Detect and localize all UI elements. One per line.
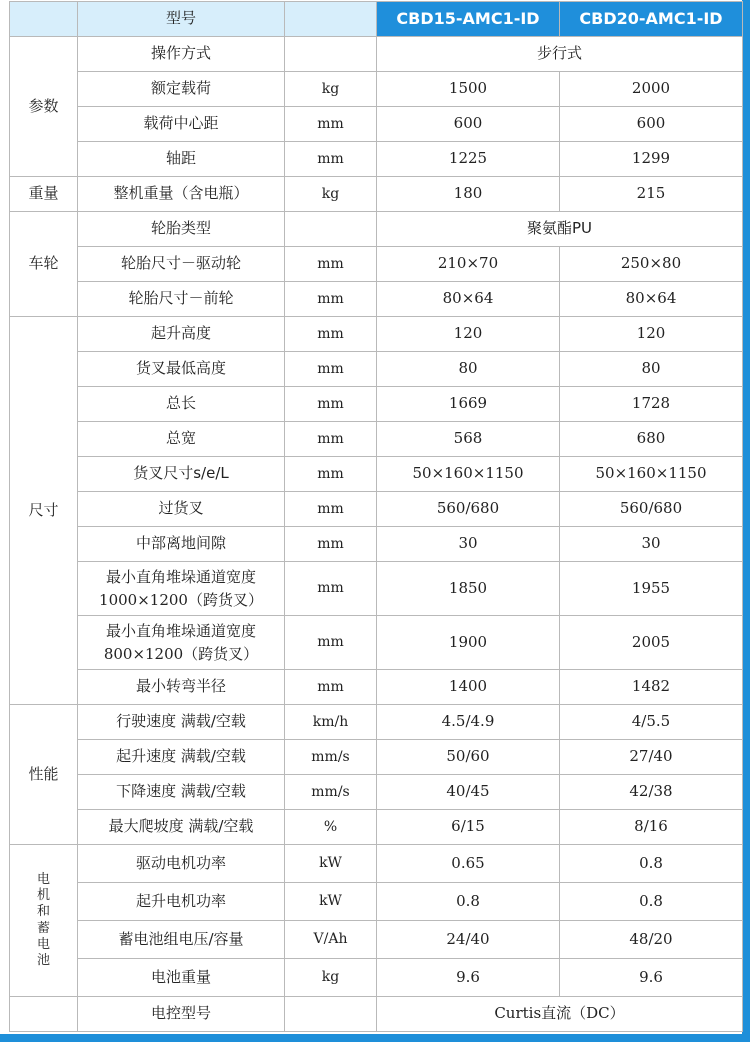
row-unit <box>285 997 377 1032</box>
row-value-2: 1728 <box>560 387 743 422</box>
table-row <box>10 616 743 670</box>
row-value-1: 568 <box>377 422 560 457</box>
row-unit: mm <box>285 527 377 562</box>
row-value-merged: 聚氨酯PU <box>377 212 743 247</box>
table-row <box>10 740 743 775</box>
row-label: 轮胎尺寸－驱动轮 <box>78 247 285 282</box>
row-value-1: 1500 <box>377 72 560 107</box>
row-label: 中部离地间隙 <box>78 527 285 562</box>
row-value-2: 8/16 <box>560 810 743 845</box>
table-row <box>10 72 743 107</box>
row-unit: mm/s <box>285 775 377 810</box>
row-unit: mm <box>285 387 377 422</box>
table-row <box>10 959 743 997</box>
row-value-2: 560/680 <box>560 492 743 527</box>
row-value-1: 24/40 <box>377 921 560 959</box>
category-wheels: 车轮 <box>10 212 78 317</box>
row-unit: mm/s <box>285 740 377 775</box>
row-value-2: 27/40 <box>560 740 743 775</box>
row-unit: V/Ah <box>285 921 377 959</box>
row-value-2: 0.8 <box>560 883 743 921</box>
row-value-1: 0.65 <box>377 845 560 883</box>
row-value-2: 215 <box>560 177 743 212</box>
row-value-2: 48/20 <box>560 921 743 959</box>
row-value-1: 120 <box>377 317 560 352</box>
row-label: 驱动电机功率 <box>78 845 285 883</box>
row-label-line1: 最小直角堆垛通道宽度 <box>105 622 256 640</box>
row-value-2: 120 <box>560 317 743 352</box>
row-value-1: 9.6 <box>377 959 560 997</box>
row-label: 最小转弯半径 <box>78 670 285 705</box>
row-unit: km/h <box>285 705 377 740</box>
row-value-2: 50×160×1150 <box>560 457 743 492</box>
row-value-1: 180 <box>377 177 560 212</box>
row-label: 下降速度 满载/空载 <box>78 775 285 810</box>
row-label: 起升高度 <box>78 317 285 352</box>
category-perf: 性能 <box>10 705 78 845</box>
row-value-1: 600 <box>377 107 560 142</box>
row-unit: mm <box>285 247 377 282</box>
row-label: 行驶速度 满载/空载 <box>78 705 285 740</box>
row-value-1: 6/15 <box>377 810 560 845</box>
row-unit: kW <box>285 883 377 921</box>
row-value-2: 30 <box>560 527 743 562</box>
row-label: 电控型号 <box>78 997 285 1032</box>
table-row <box>10 422 743 457</box>
row-value-merged: Curtis直流（DC） <box>377 997 743 1032</box>
table-row <box>10 921 743 959</box>
row-unit: mm <box>285 457 377 492</box>
table-row <box>10 527 743 562</box>
spec-table <box>9 1 743 1032</box>
row-label-two-line <box>78 562 285 616</box>
row-unit: mm <box>285 282 377 317</box>
table-row <box>10 492 743 527</box>
table-row <box>10 670 743 705</box>
row-value-1: 210×70 <box>377 247 560 282</box>
row-label: 额定载荷 <box>78 72 285 107</box>
row-value-2: 80×64 <box>560 282 743 317</box>
row-label: 总长 <box>78 387 285 422</box>
row-value-2: 1299 <box>560 142 743 177</box>
row-label: 整机重量（含电瓶） <box>78 177 285 212</box>
table-row <box>10 562 743 616</box>
row-unit: mm <box>285 107 377 142</box>
row-label: 最大爬坡度 满载/空载 <box>78 810 285 845</box>
table-row <box>10 845 743 883</box>
model-name-2: CBD20-AMC1-ID <box>560 2 743 37</box>
row-label: 起升速度 满载/空载 <box>78 740 285 775</box>
table-row <box>10 810 743 845</box>
row-unit: mm <box>285 352 377 387</box>
table-row <box>10 997 743 1032</box>
row-value-1: 4.5/4.9 <box>377 705 560 740</box>
table-row <box>10 457 743 492</box>
row-value-2: 42/38 <box>560 775 743 810</box>
row-value-1: 1225 <box>377 142 560 177</box>
row-unit <box>285 37 377 72</box>
row-unit: mm <box>285 422 377 457</box>
row-label: 总宽 <box>78 422 285 457</box>
row-value-1: 1900 <box>377 616 560 670</box>
category-dims: 尺寸 <box>10 317 78 705</box>
row-value-2: 1482 <box>560 670 743 705</box>
row-unit: mm <box>285 317 377 352</box>
row-value-1: 30 <box>377 527 560 562</box>
row-value-2: 80 <box>560 352 743 387</box>
category-params: 参数 <box>10 37 78 177</box>
category-weight: 重量 <box>10 177 78 212</box>
table-row <box>10 705 743 740</box>
category-motor-label: 电机和蓄电池 <box>36 871 50 968</box>
row-unit: kW <box>285 845 377 883</box>
model-label: 型号 <box>78 2 285 37</box>
row-unit: mm <box>285 142 377 177</box>
header-unit-blank <box>285 2 377 37</box>
row-value-1: 40/45 <box>377 775 560 810</box>
row-value-2: 2005 <box>560 616 743 670</box>
table-row <box>10 775 743 810</box>
row-unit: kg <box>285 959 377 997</box>
row-value-1: 1400 <box>377 670 560 705</box>
row-value-1: 80 <box>377 352 560 387</box>
row-value-2: 250×80 <box>560 247 743 282</box>
row-label: 轮胎尺寸－前轮 <box>78 282 285 317</box>
row-value-2: 680 <box>560 422 743 457</box>
row-value-2: 4/5.5 <box>560 705 743 740</box>
row-unit: kg <box>285 177 377 212</box>
table-row <box>10 37 743 72</box>
row-unit: mm <box>285 616 377 670</box>
row-label: 电池重量 <box>78 959 285 997</box>
category-motor <box>10 845 78 997</box>
row-label-two-line <box>78 616 285 670</box>
row-value-2: 0.8 <box>560 845 743 883</box>
row-unit: % <box>285 810 377 845</box>
row-label: 轴距 <box>78 142 285 177</box>
category-blank <box>10 997 78 1032</box>
row-unit <box>285 212 377 247</box>
table-row <box>10 317 743 352</box>
row-label: 货叉尺寸s/e/L <box>78 457 285 492</box>
table-row <box>10 212 743 247</box>
row-value-1: 80×64 <box>377 282 560 317</box>
row-unit: mm <box>285 492 377 527</box>
table-row <box>10 883 743 921</box>
model-name-1: CBD15-AMC1-ID <box>377 2 560 37</box>
row-value-merged: 步行式 <box>377 37 743 72</box>
row-value-2: 1955 <box>560 562 743 616</box>
row-label-line1: 最小直角堆垛通道宽度 <box>105 568 256 586</box>
row-label: 轮胎类型 <box>78 212 285 247</box>
table-row <box>10 352 743 387</box>
table-row <box>10 282 743 317</box>
row-value-1: 1669 <box>377 387 560 422</box>
row-label: 过货叉 <box>78 492 285 527</box>
table-row <box>10 107 743 142</box>
row-value-1: 1850 <box>377 562 560 616</box>
row-unit: mm <box>285 562 377 616</box>
row-value-2: 9.6 <box>560 959 743 997</box>
row-label: 货叉最低高度 <box>78 352 285 387</box>
row-label: 起升电机功率 <box>78 883 285 921</box>
table-row <box>10 142 743 177</box>
row-label-line2: 1000×1200（跨货叉） <box>99 590 263 609</box>
row-unit: mm <box>285 670 377 705</box>
row-label-line2: 800×1200（跨货叉） <box>103 644 259 663</box>
header-blank <box>10 2 78 37</box>
row-label: 蓄电池组电压/容量 <box>78 921 285 959</box>
table-row <box>10 177 743 212</box>
row-value-1: 50×160×1150 <box>377 457 560 492</box>
row-value-2: 600 <box>560 107 743 142</box>
row-value-1: 50/60 <box>377 740 560 775</box>
table-row <box>10 247 743 282</box>
row-value-2: 2000 <box>560 72 743 107</box>
row-value-1: 560/680 <box>377 492 560 527</box>
row-value-1: 0.8 <box>377 883 560 921</box>
row-label: 载荷中心距 <box>78 107 285 142</box>
table-row <box>10 387 743 422</box>
row-label: 操作方式 <box>78 37 285 72</box>
row-unit: kg <box>285 72 377 107</box>
header-row <box>10 2 743 37</box>
